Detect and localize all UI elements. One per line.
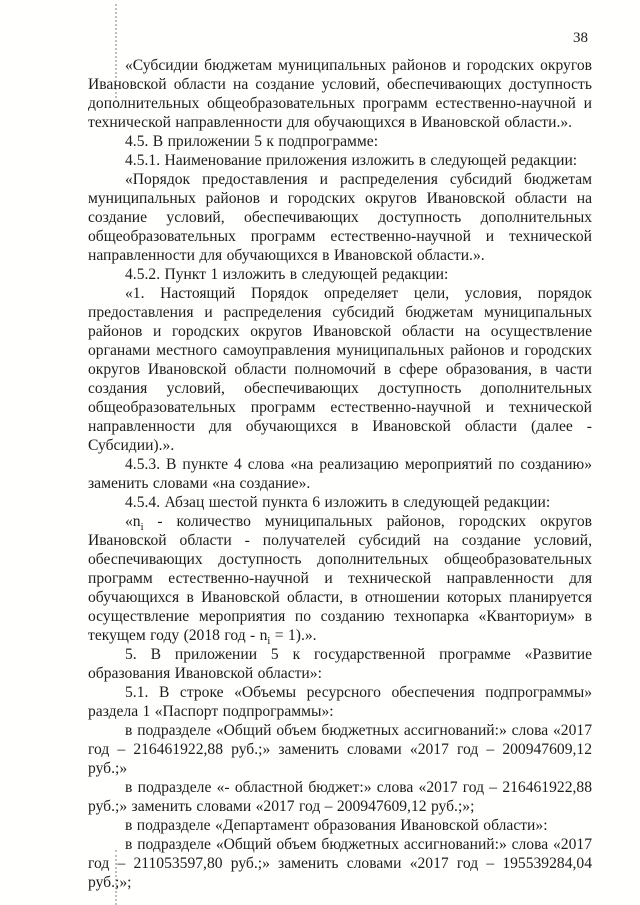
paragraph: в подразделе «Общий объем бюджетных ассигнований:» слова «2017 год – 211053597,80 руб.;» заменить словами «2017 год – 195539284,04 руб.;»; (88, 836, 592, 891)
paragraph: в подразделе «Общий объем бюджетных ассигнований:» слова «2017 год – 216461922,88 руб.;» заменить словами «2017 год – 200947609,12 руб.;» (88, 722, 592, 777)
paragraph: в подразделе «Департамент образования Ивановской области»: (125, 817, 548, 834)
paragraph: «Порядок предоставления и распределения субсидий бюджетам муниципальных районов и городских округов Ивановской области на создание условий, обеспечивающих доступность дополнительных общеобразовательных программ естественно-научной и технической направленности для обучающихся в Ивановской области.». (88, 171, 592, 264)
paragraph: «$n_i$ - количество муниципальных районов, городских округов Ивановской области - получателей субсидий на создание условий, обеспечивающих доступность дополнительных общеобразовательных программ естественно-научной и технической направленности для обучающихся в Ивановской области, в отношении которых планируется осуществление мероприятия по созданию технопарка «Кванториум» в текущем году (2018 год - $n_i = 1$).». (88, 513, 592, 648)
page-number: 38 (573, 30, 588, 46)
paragraph: 5.1. В строке «Объемы ресурсного обеспечения подпрограммы» раздела 1 «Паспорт подпрограммы»: (88, 684, 592, 720)
paragraph: 4.5.4. Абзац шестой пункта 6 изложить в следующей редакции: (125, 494, 551, 511)
paragraph: «Субсидии бюджетам муниципальных районов и городских округов Ивановской области на создание условий, обеспечивающих доступность дополнительных общеобразовательных программ естественно-научной и технической направленности для обучающихся в Ивановской области.». (88, 57, 592, 131)
paragraph: в подразделе «- областной бюджет:» слова «2017 год – 216461922,88 руб.;» заменить словами «2017 год – 200947609,12 руб.;»; (88, 779, 592, 815)
document-paragraphs (88, 56, 592, 892)
paragraph: «1. Настоящий Порядок определяет цели, условия, порядок предоставления и распределения субсидий бюджетам муниципальных районов и городских округов Ивановской области на осуществление органами местного самоуправления муниципальных районов и городских округов Ивановской области полномочий в сфере образования, в части создания условий, обеспечивающих доступность дополнительных общеобразовательных программ естественно-научной и технической направленности для обучающихся в Ивановской области (далее - Субсидии).». (88, 285, 592, 454)
paragraph: 4.5.3. В пункте 4 слова «на реализацию мероприятий по созданию» заменить словами «на создание». (88, 456, 592, 492)
paragraph: 4.5. В приложении 5 к подпрограмме: (125, 133, 379, 150)
paragraph: 5. В приложении 5 к государственной программе «Развитие образования Ивановской области»: (88, 646, 592, 682)
paragraph: 4.5.2. Пункт 1 изложить в следующей редакции: (125, 266, 449, 283)
paragraph: 4.5.1. Наименование приложения изложить в следующей редакции: (125, 152, 578, 169)
